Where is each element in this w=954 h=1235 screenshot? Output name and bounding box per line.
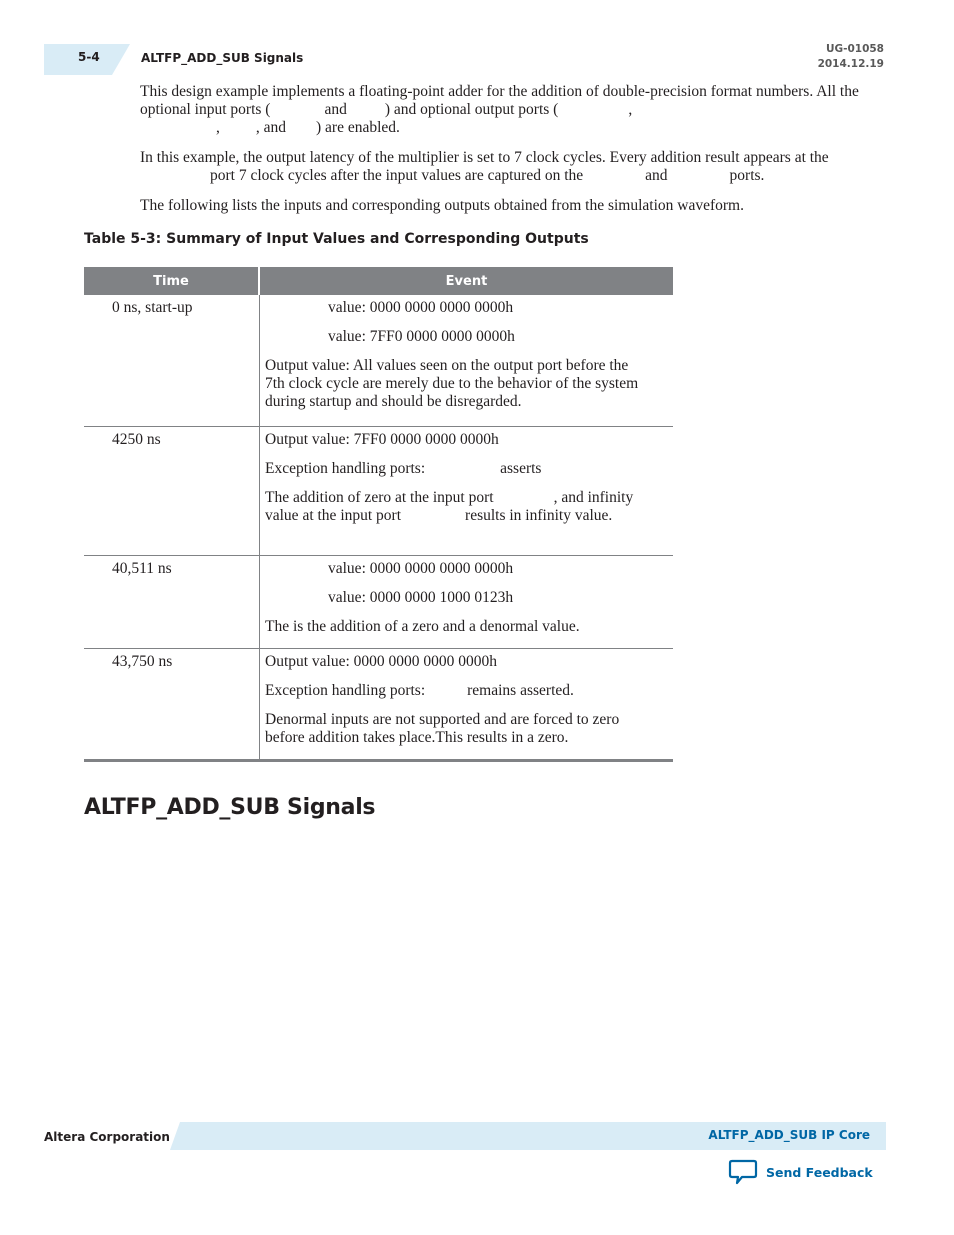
event-line: value: 7FF0 0000 0000 0000h (328, 328, 515, 345)
text-run: and (645, 167, 668, 184)
event-line: value: 0000 0000 1000 0123h (328, 589, 514, 606)
event-cell (260, 427, 673, 555)
footer-band-edge (170, 1122, 180, 1150)
event-line (265, 460, 643, 478)
send-feedback-label[interactable]: Send Feedback (766, 1164, 873, 1180)
latency-paragraph (140, 149, 870, 185)
lead-in-paragraph: The following lists the inputs and corresponding outputs obtained from the simulation waveform. (140, 197, 744, 214)
event-cell (260, 649, 673, 759)
time-cell: 40,511 ns (84, 556, 260, 648)
text-run: ports. (729, 167, 765, 184)
speech-bubble-icon (728, 1158, 758, 1186)
text-run: , (628, 101, 633, 118)
text-run: port 7 clock cycles after the input values are captured on the (210, 167, 584, 184)
text-run: , and (255, 119, 287, 136)
page-number: 5-4 (78, 50, 100, 64)
column-header-time: Time (84, 267, 260, 295)
text-run: results in infinity value. (465, 507, 613, 524)
footer-company: Altera Corporation (44, 1130, 170, 1144)
event-line: Output value: All values seen on the output port before the 7th clock cycle are merely due to the behavior of the system during startup and should be disregarded. (265, 357, 639, 410)
text-run: ) are enabled. (316, 119, 400, 136)
page-number-tab-edge (112, 44, 130, 75)
time-cell: 0 ns, start-up (84, 295, 260, 426)
section-heading: ALTFP_ADD_SUB Signals (84, 795, 376, 820)
text-run: and (324, 101, 347, 118)
column-header-event: Event (445, 273, 488, 289)
event-line: Output value: 7FF0 0000 0000 0000h (265, 431, 499, 448)
table-row (84, 649, 673, 762)
event-cell (260, 295, 673, 426)
table-row (84, 295, 673, 427)
text-run: This design example implements a floating-point adder for the addition of double-precision format numbers. All the optional input ports ( (140, 83, 859, 118)
text-run: Exception handling ports: (265, 460, 426, 477)
event-line: The is the addition of a zero and a denormal value. (265, 618, 580, 635)
text-run: ) and optional output ports ( (384, 101, 559, 118)
time-cell: 4250 ns (84, 427, 260, 555)
text-run: In this example, the output latency of the multiplier is set to 7 clock cycles. Every addition result appears at the (140, 149, 829, 166)
text-run: Exception handling ports: (265, 682, 426, 699)
running-header-title: ALTFP_ADD_SUB Signals (141, 51, 304, 65)
event-cell (260, 556, 673, 648)
text-run: , and infinity value at the input port (265, 489, 634, 524)
event-line: value: 0000 0000 0000 0000h (328, 299, 514, 316)
event-line (265, 682, 643, 700)
text-run: The addition of zero at the input port (265, 489, 494, 506)
text-run: remains asserted. (467, 682, 574, 699)
table-row (84, 427, 673, 556)
footer-doc-title[interactable]: ALTFP_ADD_SUB IP Core (708, 1128, 870, 1142)
event-line: Denormal inputs are not supported and are forced to zero before addition takes place.This results in a zero. (265, 711, 620, 746)
document-date: 2014.12.19 (817, 58, 884, 70)
event-line: Output value: 0000 0000 0000 0000h (265, 653, 498, 670)
time-cell: 43,750 ns (84, 649, 260, 759)
send-feedback-link[interactable] (728, 1158, 873, 1186)
table-header-row (84, 267, 673, 295)
event-line (265, 489, 643, 525)
text-run: , (216, 119, 220, 136)
intro-paragraph (140, 83, 870, 137)
table-caption: Table 5-3: Summary of Input Values and Corresponding Outputs (84, 231, 589, 247)
table-row (84, 556, 673, 649)
text-run: asserts (500, 460, 542, 477)
event-line: value: 0000 0000 0000 0000h (328, 560, 514, 577)
summary-table (84, 267, 673, 762)
document-id: UG-01058 (825, 43, 884, 55)
